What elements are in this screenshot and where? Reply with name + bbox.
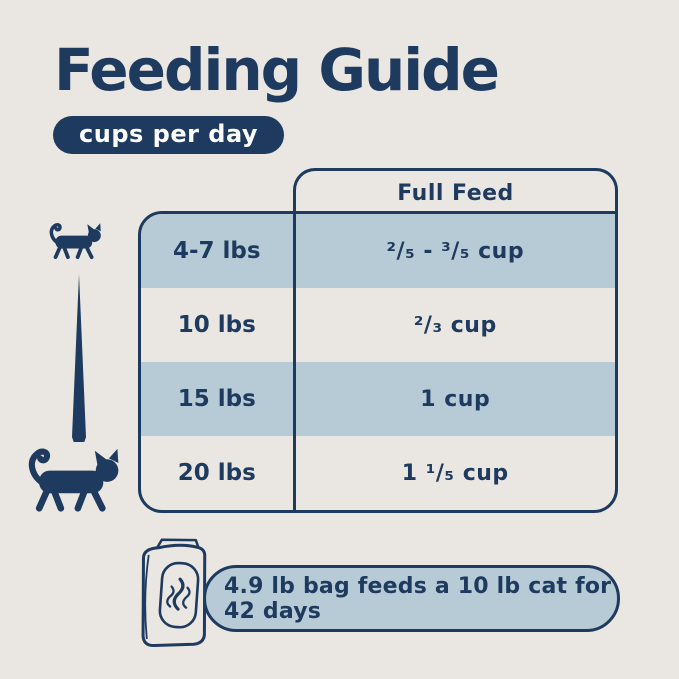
table-row (141, 362, 615, 436)
weight-cell: 4-7 lbs (172, 238, 261, 264)
full-feed-label: Full Feed (397, 180, 514, 206)
weight-cell: 10 lbs (177, 312, 256, 338)
cups-per-day-label: cups per day (79, 120, 259, 148)
table-row (141, 436, 615, 510)
bag-note-text: 4.9 lb bag feeds a 10 lb cat for 42 days (224, 573, 612, 624)
table-column-header (293, 168, 618, 215)
small-cat-icon (48, 220, 104, 262)
amount-cell: ²/₃ cup (293, 288, 616, 362)
food-bag-icon (131, 537, 223, 653)
bag-note-pill (203, 565, 620, 632)
size-gradient-icon (72, 274, 86, 442)
large-cat-icon (26, 444, 124, 516)
table-row (141, 288, 615, 362)
weight-cell: 15 lbs (177, 386, 256, 412)
amount-cell: 1 ¹/₅ cup (293, 436, 616, 510)
table-row (141, 214, 615, 288)
feeding-table (138, 211, 618, 513)
amount-cell: ²/₅ - ³/₅ cup (293, 214, 616, 288)
weight-cell: 20 lbs (177, 460, 256, 486)
cups-per-day-badge (53, 116, 284, 154)
amount-cell: 1 cup (293, 362, 616, 436)
page-title: Feeding Guide (54, 36, 498, 104)
